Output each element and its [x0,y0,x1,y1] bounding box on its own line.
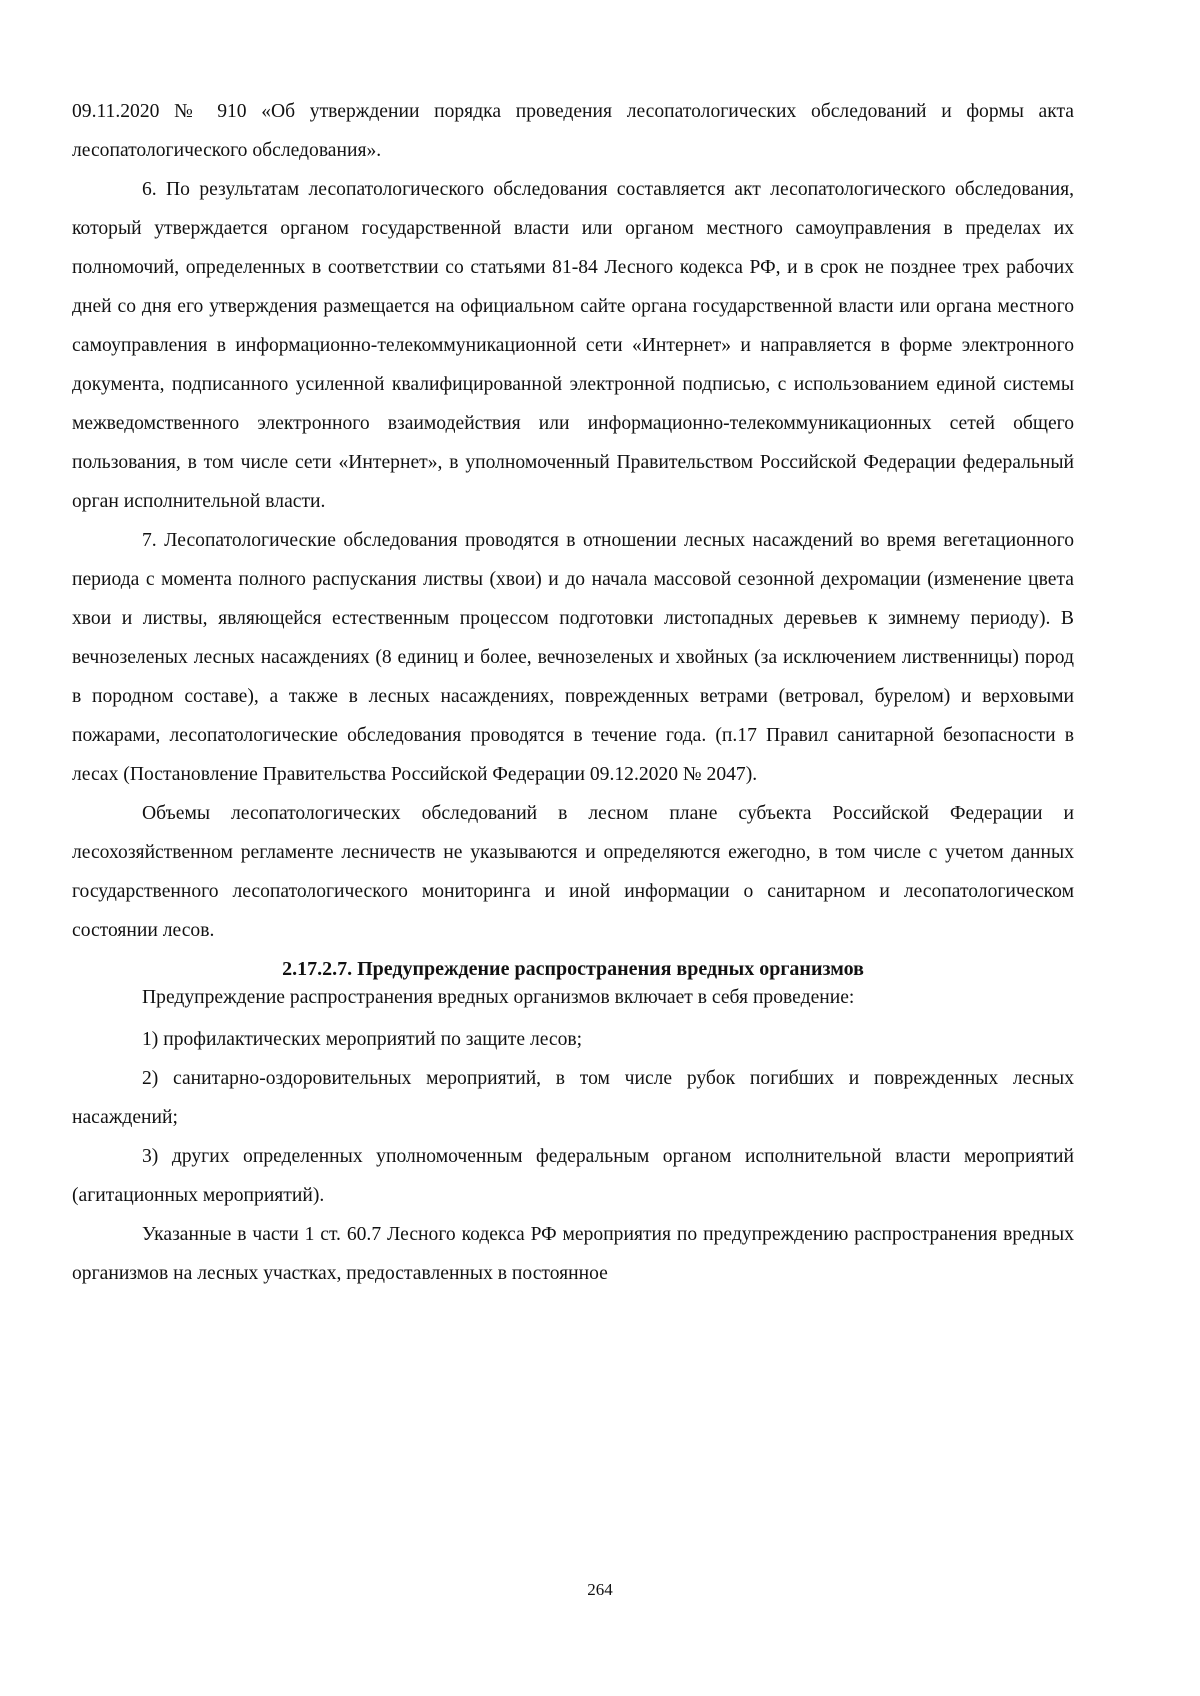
document-body [72,92,1074,1293]
paragraph-section-intro: Предупреждение распространения вредных организмов включает в себя проведение: [142,987,855,1008]
paragraph-item-7: 7. Лесопатологические обследования проводятся в отношении лесных насаждений во время вегетационного периода с момента полного распускания листвы (хвои) и до начала массовой сезонной дехромации (изменение цвета хвои и листвы, являющейся естественным процессом подготовки листопадных деревьев к зимнему периоду). В вечнозеленых лесных насаждениях (8 единиц и более, вечнозеленых и хвойных (за исключением лиственницы) пород в породном составе), а также в лесных насаждениях, поврежденных ветрами (ветровал, бурелом) и верховыми пожарами, лесопатологические обследования проводятся в течение года. (п.17 Правил санитарной безопасности в лесах (Постановление Правительства Российской Федерации 09.12.2020 № 2047). [72,530,1074,785]
paragraph-item-6: 6. По результатам лесопатологического обследования составляется акт лесопатологического обследования, который утверждается органом государственной власти или органом местного самоуправления в пределах их полномочий, определенных в соответствии со статьями 81-84 Лесного кодекса РФ, и в срок не позднее трех рабочих дней со дня его утверждения размещается на официальном сайте органа государственной власти или органа местного самоуправления в информационно-телекоммуникационной сети «Интернет» и направляется в форме электронного документа, подписанного усиленной квалифицированной электронной подписью, с использованием единой системы межведомственного электронного взаимодействия или информационно-телекоммуникационных сетей общего пользования, в том числе сети «Интернет», в уполномоченный Правительством Российской Федерации федеральный орган исполнительной власти. [72,179,1074,512]
paragraph-survey-volumes: Объемы лесопатологических обследований в лесном плане субъекта Российской Федерации и лесохозяйственном регламенте лесничеств не указываются и определяются ежегодно, в том числе с учетом данных государственного лесопатологического мониторинга и иной информации о санитарном и лесопатологическом состоянии лесов. [72,803,1074,941]
paragraph-order-reference: 09.11.2020 № 910 «Об утверждении порядка проведения лесопатологических обследований и формы акта лесопатологического обследования». [72,101,1074,161]
list-item-2: 2) санитарно-оздоровительных мероприятий, в том числе рубок погибших и поврежденных лесных насаждений; [72,1068,1074,1128]
page-number: 264 [587,1580,613,1599]
paragraph-measures-reference: Указанные в части 1 ст. 60.7 Лесного кодекса РФ мероприятия по предупреждению распространения вредных организмов на лесных участках, предоставленных в постоянное [72,1224,1074,1284]
section-heading: 2.17.2.7. Предупреждение распространения вредных организмов [282,958,864,980]
list-item-1: 1) профилактических мероприятий по защите лесов; [142,1029,583,1050]
list-item-3: 3) других определенных уполномоченным федеральным органом исполнительной власти мероприятий (агитационных мероприятий). [72,1146,1074,1206]
